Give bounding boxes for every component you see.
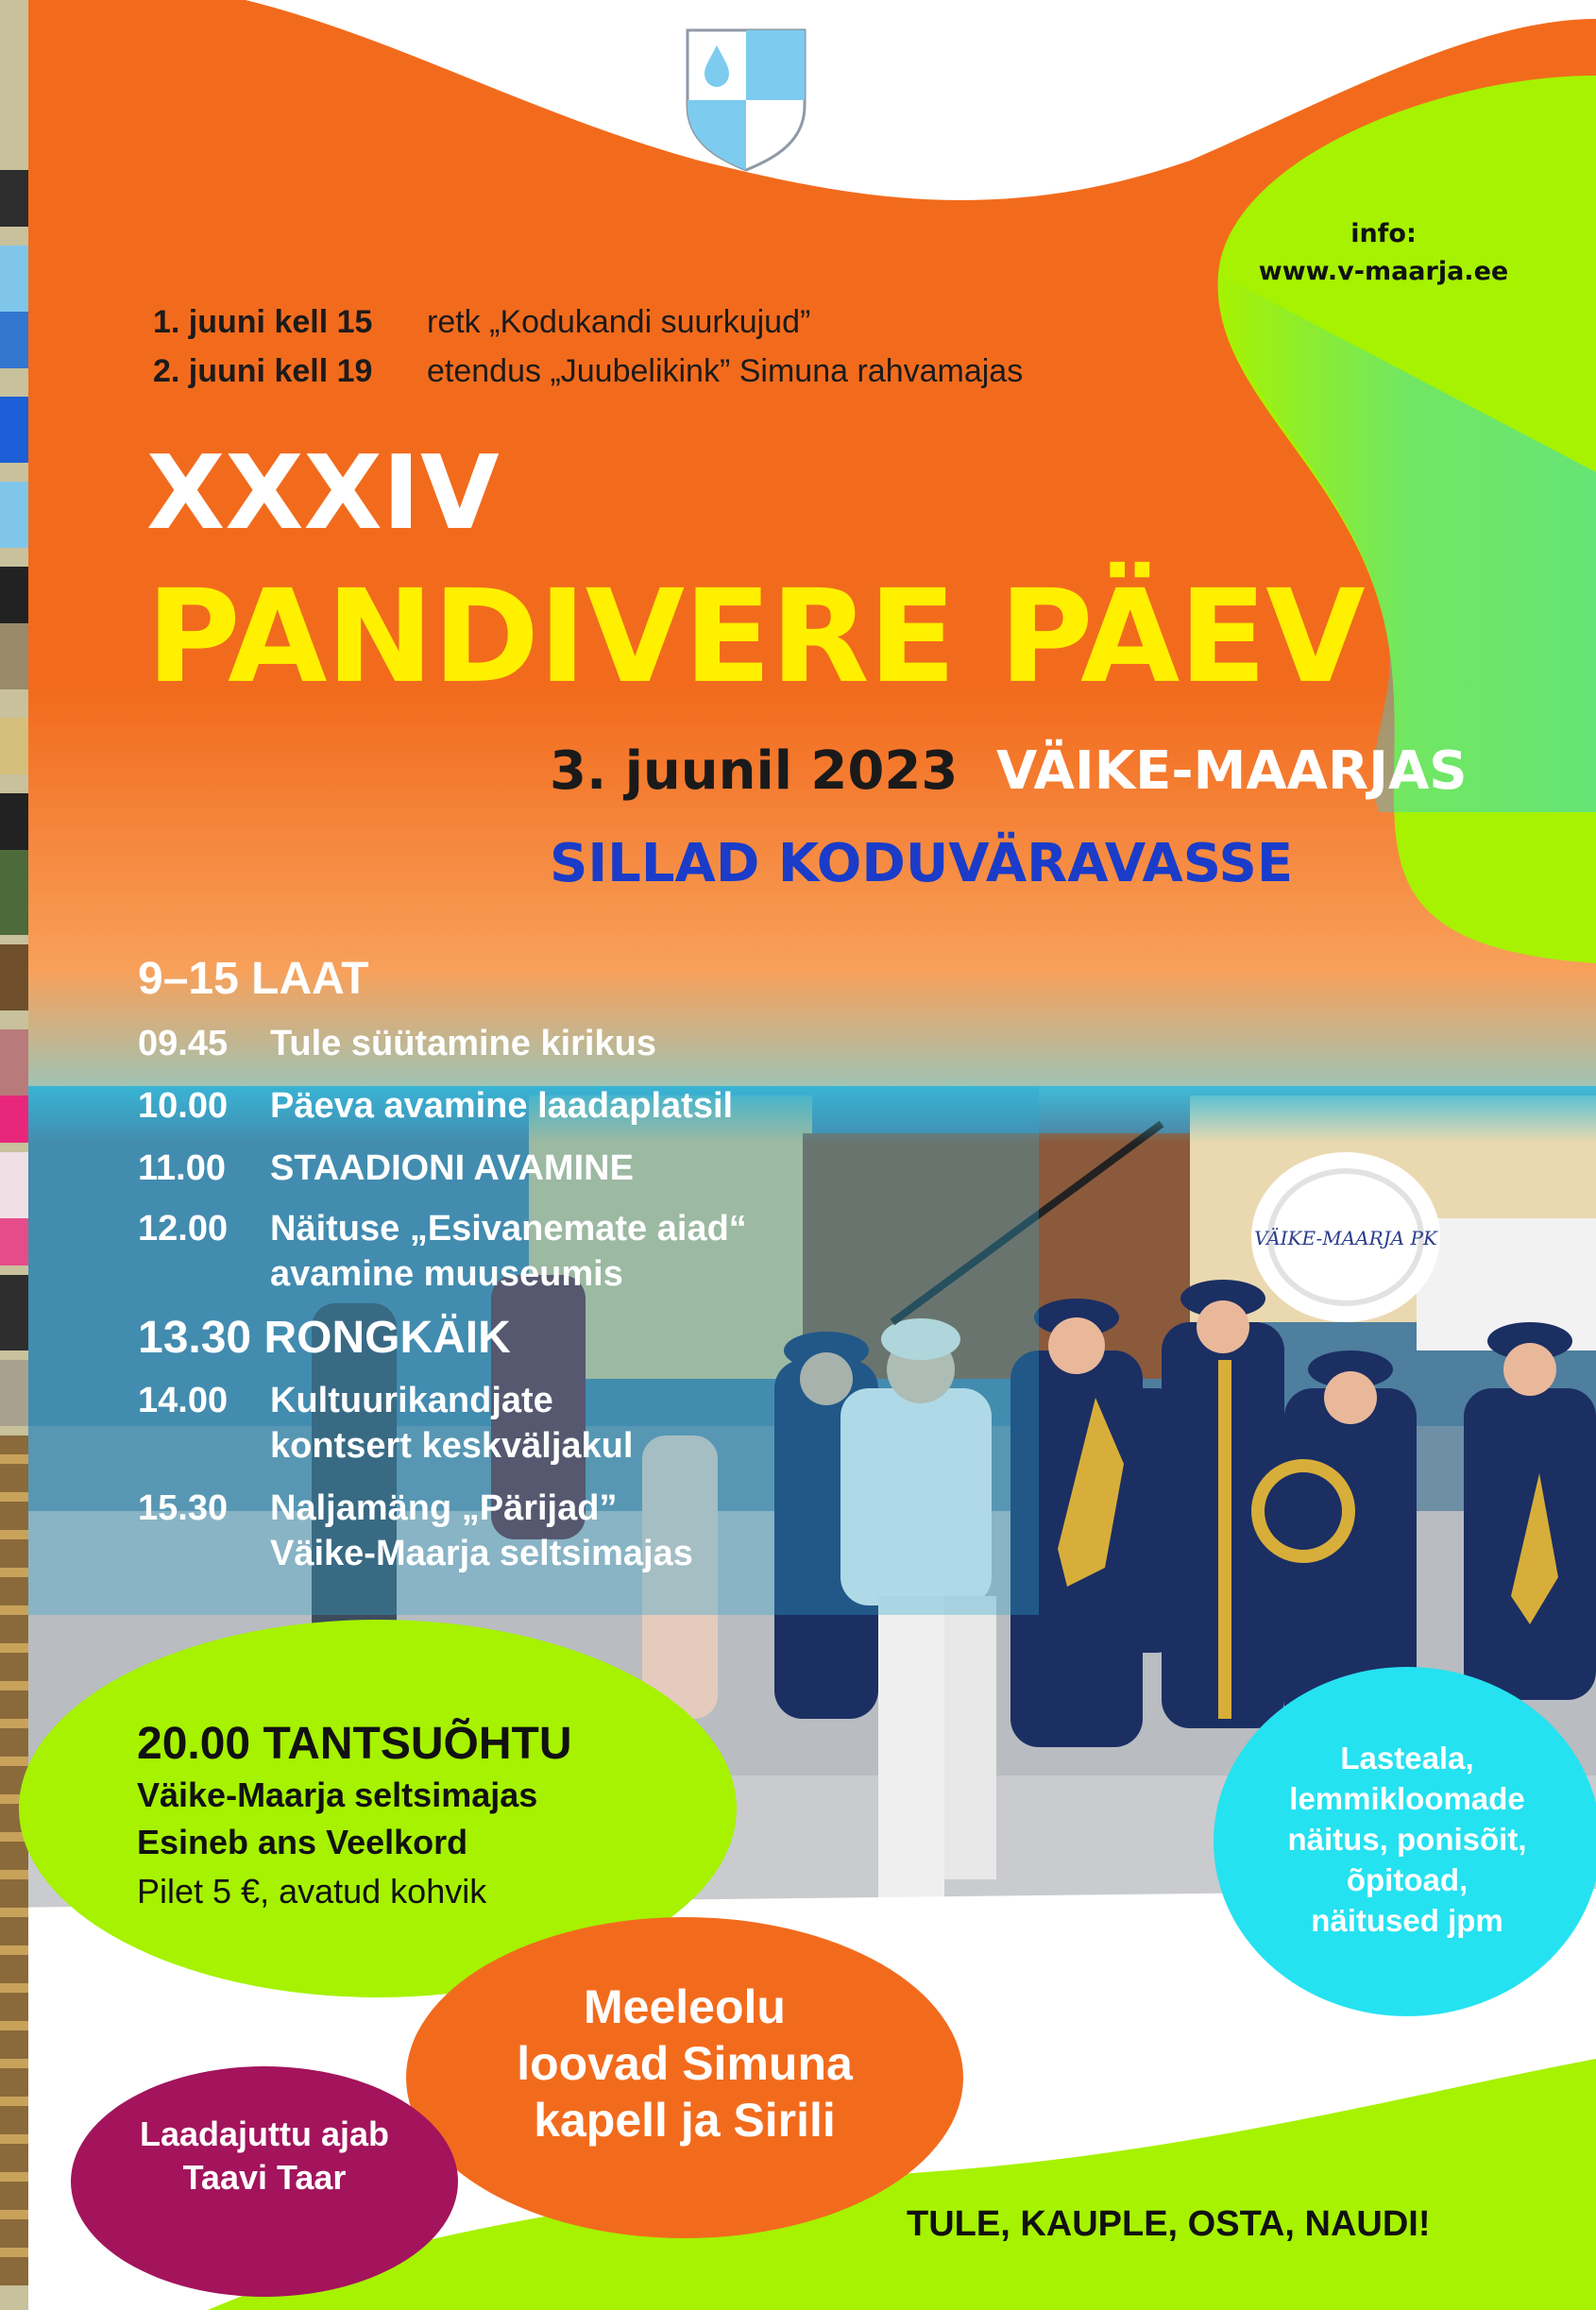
dance-bubble: [137, 1717, 572, 1917]
schedule-item: 15.30 Naljamäng „Pärijad” Väike-Maarja seltsimajas: [138, 1488, 693, 1573]
kids-line: näitus, ponisõit,: [1287, 1822, 1527, 1857]
schedule: [138, 949, 747, 1576]
schedule-item: 14.00 Kultuurikandjate kontsert keskväljakul: [138, 1381, 634, 1466]
kids-line: õpitoad,: [1346, 1862, 1469, 1897]
kids-line: Lasteala,: [1340, 1741, 1474, 1775]
music-line: kapell ja Sirili: [534, 2094, 836, 2147]
event-place: VÄIKE-MAARJAS: [996, 740, 1468, 802]
schedule-item: 09.45 Tule süütamine kirikus: [138, 1024, 656, 1063]
pre-event-1: 1. juuni kell 15 retk „Kodukandi suurkujud”: [153, 304, 811, 340]
event-motto: SILLAD KODUVÄRAVASSE: [550, 833, 1294, 894]
edition-numeral: XXXIV: [146, 434, 500, 552]
schedule-item: 11.00 STAADIONI AVAMINE: [138, 1148, 634, 1188]
music-line: Meeleolu: [584, 1980, 786, 2033]
dance-title: 20.00 TANTSUÕHTU: [137, 1719, 572, 1769]
pre-events: [153, 297, 1023, 396]
slogan: TULE, KAUPLE, OSTA, NAUDI!: [907, 2204, 1431, 2244]
schedule-item: 12.00 Näituse „Esivanemate aiad“ avamine muuseumis: [138, 1209, 747, 1294]
event-title: PANDIVERE PÄEV: [146, 563, 1365, 712]
dance-band: Esineb ans Veelkord: [137, 1823, 468, 1861]
kids-line: näitused jpm: [1311, 1903, 1503, 1938]
host-bubble: [94, 2113, 434, 2200]
info-url[interactable]: www.v-maarja.ee: [1258, 257, 1509, 286]
schedule-item: 10.00 Päeva avamine laadaplatsil: [138, 1086, 734, 1126]
kids-line: lemmikloomade: [1289, 1781, 1525, 1816]
music-bubble: [439, 1979, 930, 2149]
dance-ticket: Pilet 5 €, avatud kohvik: [137, 1872, 487, 1911]
host-line: Taavi Taar: [182, 2158, 347, 2197]
music-line: loovad Simuna: [517, 2037, 853, 2090]
kids-bubble: [1228, 1738, 1587, 1941]
schedule-item: 13.30 RONGKÄIK: [138, 1313, 511, 1363]
pre-event-2: 2. juuni kell 19 etendus „Juubelikink” Simuna rahvamajas: [153, 353, 1024, 389]
host-line: Laadajuttu ajab: [139, 2115, 390, 2153]
schedule-item: 9–15 LAAT: [138, 954, 369, 1004]
left-pattern-strip: [0, 0, 28, 2310]
dance-venue: Väike-Maarja seltsimajas: [137, 1775, 538, 1814]
info-block: [1218, 215, 1549, 291]
event-date: 3. juunil 2023: [550, 740, 959, 802]
info-label: info:: [1350, 219, 1417, 248]
